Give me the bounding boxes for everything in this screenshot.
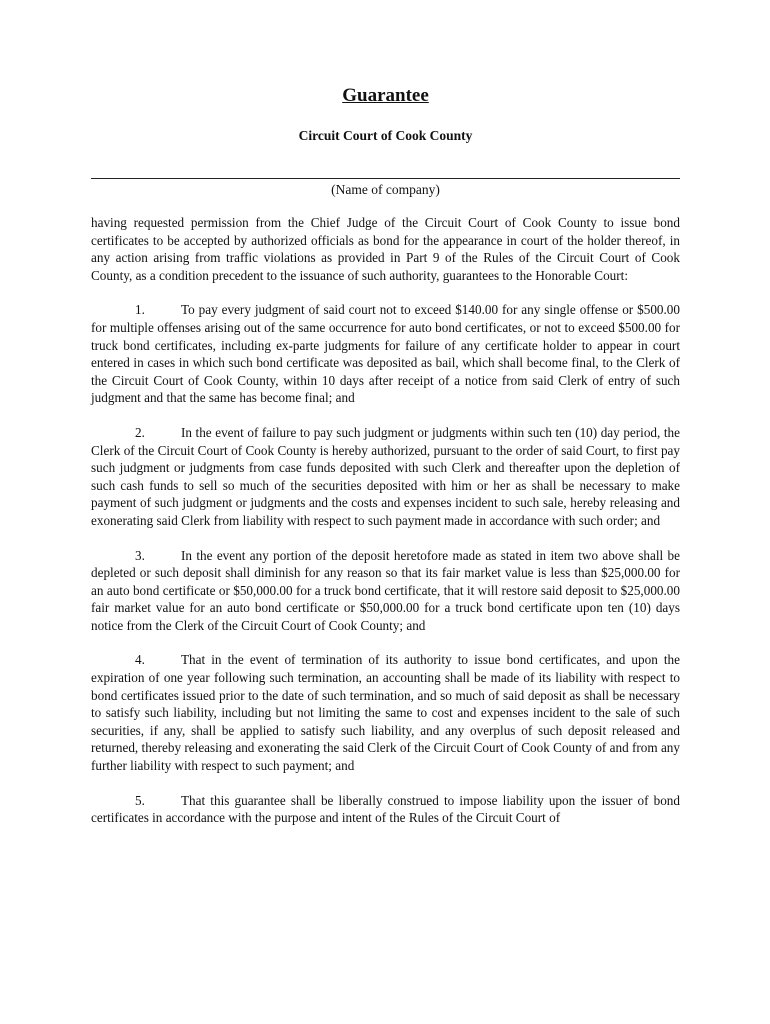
clause-2 — [91, 424, 680, 530]
document-page — [91, 84, 680, 827]
clause-number: 3. — [135, 547, 145, 563]
clause-4 — [91, 651, 680, 774]
clause-number: 2. — [135, 424, 145, 440]
clause-text: In the event of failure to pay such judgment or judgments within such ten (10) day period, the Clerk of the Circuit Court of Cook County is hereby authorized, pursuant to the order of said Court, to first pay such judgment or judgments from case funds deposited with such Clerk and thereafter upon the depletion of such cash funds to sell so much of the securities deposited with him or her as shall be necessary to make payment of such judgment or judgments and the costs and expenses incident to such sale, hereby releasing and exonerating said Clerk from liability with respect to such payment made in accordance with such order; and — [91, 424, 680, 528]
intro-paragraph: having requested permission from the Chief Judge of the Circuit Court of Cook County to issue bond certificates to be accepted by authorized officials as bond for the appearance in court of the holder thereof, in any action arising from traffic violations as provided in Part 9 of the Rules of the Circuit Court of Cook County, as a condition precedent to the issuance of such authority, guarantees to the Honorable Court: — [91, 215, 680, 283]
clause-text: In the event any portion of the deposit heretofore made as stated in item two above shall be depleted or such deposit shall diminish for any reason so that its fair market value is less than $25,000.00 for an auto bond certificate or $50,000.00 for a truck bond certificate, that it will restore said deposit to $25,000.00 fair market value for an auto bond certificate or $50,000.00 for a truck bond certificate upon ten (10) days notice from the Clerk of the Circuit Court of Cook County; and — [91, 547, 680, 633]
clause-text: That this guarantee shall be liberally construed to impose liability upon the issuer of bond certificates in accordance with the purpose and intent of the Rules of the Circuit Court of — [91, 792, 680, 826]
clause-number: 1. — [135, 302, 145, 318]
document-title: Guarantee — [342, 85, 429, 106]
document-subtitle: Circuit Court of Cook County — [298, 128, 473, 143]
clause-text: That in the event of termination of its authority to issue bond certificates, and upon the expiration of one year following such termination, an accounting shall be made of its liability with respect to bond certificates issued prior to the date of such termination, and so much of said deposit as shall be necessary to satisfy such liability, including but not limiting the same to cost and expenses incident to the sale of such securities, if any, shall be applied to satisfy such liability, and any overplus of such deposit released and returned, thereby releasing and exonerating the said Clerk of the Circuit Court of Cook County of and from any further liability with respect to such payment; and — [91, 652, 680, 774]
clause-number: 5. — [135, 792, 145, 808]
clause-5 — [91, 792, 680, 827]
clause-3 — [91, 547, 680, 635]
company-name-caption: (Name of company) — [331, 182, 440, 197]
clause-text: To pay every judgment of said court not to exceed $140.00 for any single offense or $500.00 for multiple offenses arising out of the same occurrence for auto bond certificates, or not to exceed $500.00 for truck bond certificates, including ex-parte judgments for failure of any certificate holder to appear in court entered in cases in which such bond certificate was deposited as bail, which shall become final, to the Clerk of the Circuit Court of Cook County, within 10 days after receipt of a notice from said Clerk of entry of such judgment and that the same has become final; and — [91, 302, 680, 406]
company-name-line — [91, 178, 680, 179]
clause-number: 4. — [135, 652, 145, 668]
clause-1 — [91, 301, 680, 407]
